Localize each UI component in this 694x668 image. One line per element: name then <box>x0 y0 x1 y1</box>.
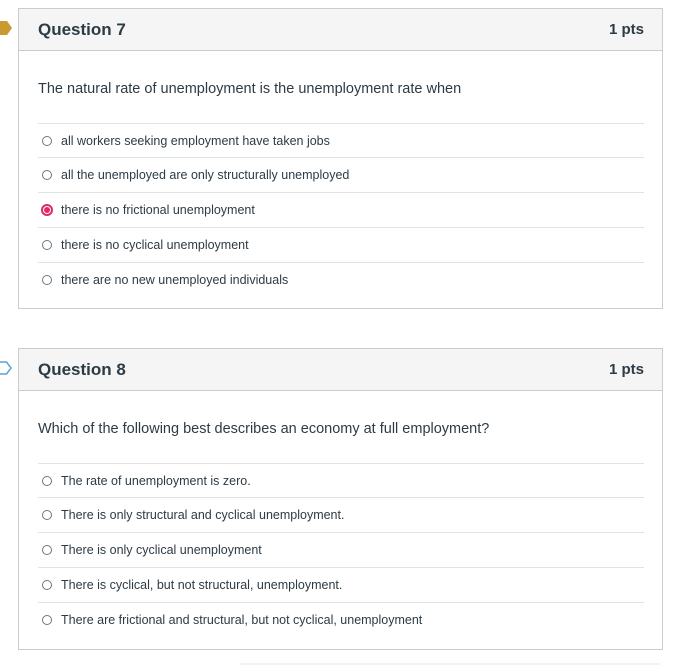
radio-button[interactable] <box>42 615 52 625</box>
answer-label: there is no frictional unemployment <box>61 203 255 217</box>
answered-marker-icon <box>0 21 12 35</box>
question-title: Question 7 <box>38 19 126 39</box>
divider <box>240 663 660 665</box>
radio-button[interactable] <box>42 545 52 555</box>
question-points: 1 pts <box>608 361 644 378</box>
answer-option[interactable] <box>38 123 644 157</box>
question-7-card <box>18 8 663 309</box>
answer-label: There is cyclical, but not structural, unemployment. <box>61 578 343 592</box>
question-8-card <box>18 348 663 650</box>
answer-label: There is only structural and cyclical unemployment. <box>61 508 345 522</box>
answer-option[interactable] <box>38 602 644 637</box>
question-header <box>19 349 662 391</box>
question-header <box>19 9 662 51</box>
answer-label: There is only cyclical unemployment <box>61 543 262 557</box>
radio-button[interactable] <box>42 476 52 486</box>
answer-label: The rate of unemployment is zero. <box>61 473 251 488</box>
answer-label: there is no cyclical unemployment <box>61 238 249 252</box>
answer-option[interactable] <box>38 227 644 262</box>
answer-label: all the unemployed are only structurally unemployed <box>61 168 350 182</box>
answer-option[interactable] <box>38 497 644 532</box>
answer-label: There are frictional and structural, but not cyclical, unemployment <box>61 613 423 627</box>
radio-button[interactable] <box>42 170 52 180</box>
radio-button[interactable] <box>42 240 52 250</box>
question-text: Which of the following best describes an economy at full employment? <box>38 421 490 437</box>
answer-option[interactable] <box>38 532 644 567</box>
question-points: 1 pts <box>608 21 644 38</box>
answer-option[interactable] <box>38 157 644 192</box>
answer-option-selected[interactable] <box>38 192 644 227</box>
radio-button-selected[interactable] <box>41 204 53 216</box>
answer-option[interactable] <box>38 262 644 297</box>
answer-option[interactable] <box>38 567 644 602</box>
answer-list <box>38 463 644 637</box>
radio-button[interactable] <box>42 580 52 590</box>
question-text: The natural rate of unemployment is the unemployment rate when <box>38 81 462 97</box>
question-body <box>19 419 662 637</box>
answer-label: all workers seeking employment have taken jobs <box>61 133 330 148</box>
radio-button[interactable] <box>42 510 52 520</box>
answer-option[interactable] <box>38 463 644 497</box>
radio-button[interactable] <box>42 136 52 146</box>
question-title: Question 8 <box>38 359 126 379</box>
radio-button[interactable] <box>42 275 52 285</box>
question-body <box>19 79 662 297</box>
unanswered-marker-icon <box>0 361 12 375</box>
answer-label: there are no new unemployed individuals <box>61 273 289 287</box>
answer-list <box>38 123 644 297</box>
